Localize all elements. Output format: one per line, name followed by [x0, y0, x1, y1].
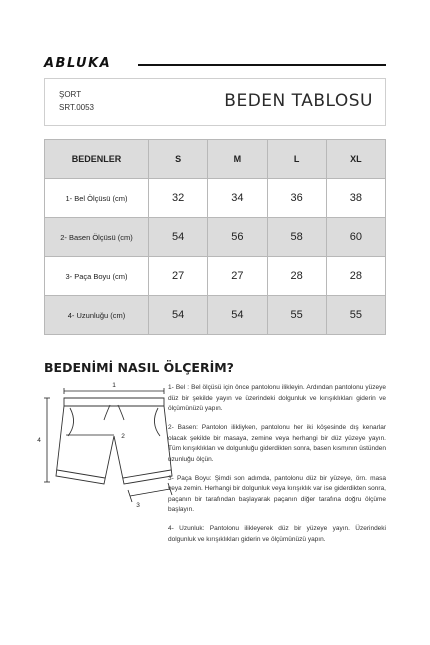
- drawstring-right: [118, 405, 124, 420]
- logo-divider: [138, 64, 386, 66]
- row-label: 2- Basen Ölçüsü (cm): [45, 218, 149, 257]
- table-row: [45, 218, 386, 257]
- column-header: S: [149, 140, 208, 179]
- brand-logo: ABLUKA: [44, 56, 112, 71]
- row-label: 1- Bel Ölçüsü (cm): [45, 179, 149, 218]
- table-cell: 38: [326, 179, 385, 218]
- table-cell: 55: [267, 296, 326, 335]
- product-code: SRT.0053: [59, 103, 94, 112]
- table-row: [45, 296, 386, 335]
- pocket-left: [68, 408, 74, 436]
- table-cell: 55: [326, 296, 385, 335]
- instruction-leg-opening: 3- Paça Boyu: Şimdi son adımda, pantolonu düz bir yüzeye, örn. masa veya zemin. Herhangi bir dolgunluk veya kırışıklık var ise giderdikten sonra, paçanın bir tarafından başlayarak paçanın diğer tarafına doğru ölçüme başlayın.: [168, 474, 386, 513]
- table-cell: 58: [267, 218, 326, 257]
- instruction-waist: 1- Bel : Bel ölçüsü için önce pantolonu ilikleyin. Ardından pantolonu yüzeye düz bir şekilde yayın ve üzerindeki dolgunluk ve kırışıklıkları giderin ve ölçümünüzü yapın.: [168, 384, 386, 412]
- table-cell: 54: [208, 296, 267, 335]
- product-name: ŞORT: [59, 90, 82, 99]
- column-header: BEDENLER: [45, 140, 149, 179]
- how-to-measure-title: BEDENİMİ NASIL ÖLÇERİM?: [44, 360, 234, 375]
- instruction-hip: 2- Basen: Pantolon ilikliyken, pantolonu her iki köşesinde dış kenarlar olacak şekilde bir masaya, zemine veya herhangi bir düz yüzeye yayın. Tüm kırışıklıkları ve dolgunluğu giderdikten sonra, basen kısmının üstünden uzunluğu ölçün.: [168, 424, 386, 463]
- size-table: [44, 139, 386, 335]
- table-cell: 27: [208, 257, 267, 296]
- diagram-label-2: 2: [121, 433, 125, 440]
- product-header: [44, 78, 386, 126]
- table-cell: 54: [149, 218, 208, 257]
- table-cell: 36: [267, 179, 326, 218]
- table-cell: 60: [326, 218, 385, 257]
- page-title: BEDEN TABLOSU: [224, 91, 373, 111]
- measurement-instructions: [168, 383, 386, 554]
- table-cell: 34: [208, 179, 267, 218]
- instruction-length: 4- Uzunluk: Pantolonu ilikleyerek düz bir yüzeye yayın. Üzerindeki dolgunluk ve kırışıklıkları giderin ve ölçümünüzü yapın.: [168, 525, 386, 543]
- drawstring-left: [104, 405, 110, 420]
- hem-left: [57, 470, 105, 478]
- column-header: XL: [326, 140, 385, 179]
- table-row: [45, 179, 386, 218]
- table-cell: 32: [149, 179, 208, 218]
- diagram-label-1: 1: [112, 382, 116, 389]
- waistband-outline: [64, 398, 164, 406]
- table-cell: 28: [326, 257, 385, 296]
- diagram-label-3: 3: [136, 502, 140, 509]
- column-header: M: [208, 140, 267, 179]
- row-label: 3- Paça Boyu (cm): [45, 257, 149, 296]
- table-row: [45, 257, 386, 296]
- table-cell: 56: [208, 218, 267, 257]
- row-label: 4- Uzunluğu (cm): [45, 296, 149, 335]
- table-cell: 54: [149, 296, 208, 335]
- table-header-row: [45, 140, 386, 179]
- hem-right: [123, 470, 171, 478]
- measure-line-leg: [130, 489, 170, 496]
- shorts-diagram: [34, 378, 184, 510]
- column-header: L: [267, 140, 326, 179]
- diagram-label-4: 4: [37, 437, 41, 444]
- table-cell: 28: [267, 257, 326, 296]
- pocket-right: [154, 408, 160, 436]
- table-cell: 27: [149, 257, 208, 296]
